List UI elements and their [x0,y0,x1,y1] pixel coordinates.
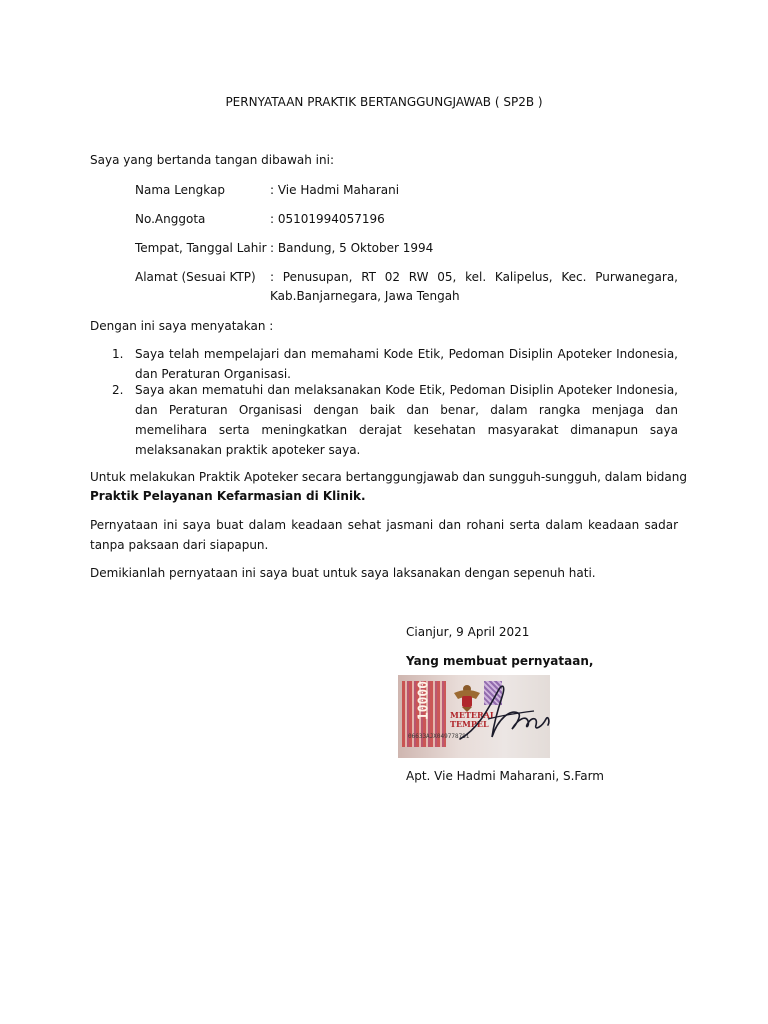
stamp-word-1: METERAI [450,710,494,720]
signer-name: Apt. Vie Hadmi Maharani, S.Farm [406,769,604,783]
closing-text: Demikianlah pernyataan ini saya buat untuk saya laksanakan dengan sepenuh hati. [90,566,596,580]
statement-number: 2. [112,383,124,397]
field-label-address: Alamat (Sesuai KTP) [135,270,256,284]
stamp-value: 10000 [416,680,432,721]
field-label-name: Nama Lengkap [135,183,225,197]
declare-intro: Dengan ini saya menyatakan : [90,319,274,333]
signature-icon [458,679,550,749]
statement-text: Saya telah mempelajari dan memahami Kode Etik, Pedoman Disiplin Apoteker Indonesia, dan Peraturan Organisasi. [135,347,678,381]
field-value-member-no: : 05101994057196 [270,212,385,226]
health-statement: Pernyataan ini saya buat dalam keadaan sehat jasmani dan rohani serta dalam keadaan sadar tanpa paksaan dari siapapun. [90,518,678,552]
practice-field: Praktik Pelayanan Kefarmasian di Klinik. [90,489,366,503]
field-label-birth: Tempat, Tanggal Lahir [135,241,267,255]
field-value-address: : Penusupan, RT 02 RW 05, kel. Kalipelus, Kec. Purwanegara, [270,270,678,284]
field-label-member-no: No.Anggota [135,212,206,226]
practice-text: Untuk melakukan Praktik Apoteker secara bertanggungjawab dan sungguh-sungguh, dalam bidang [90,470,687,484]
place-date: Cianjur, 9 April 2021 [406,625,530,639]
revenue-stamp [398,675,550,758]
document-title: PERNYATAAN PRAKTIK BERTANGGUNGJAWAB ( SP2B ) [225,95,543,109]
intro-text: Saya yang bertanda tangan dibawah ini: [90,153,334,167]
statement-number: 1. [112,347,124,361]
statement-text: Saya akan mematuhi dan melaksanakan Kode Etik, Pedoman Disiplin Apoteker Indonesia, dan Peraturan Organisasi dengan baik dan benar, dalam rangka menjaga dan memelihara serta meningkatkan derajat kesehatan masyarakat dimanapun saya melaksanakan praktik apoteker saya. [135,383,678,457]
stamp-serial: 06633AJX049778781 [408,733,470,740]
field-value-birth: : Bandung, 5 Oktober 1994 [270,241,434,255]
stamp-word-2: TEMPEL [450,719,489,729]
field-value-name: : Vie Hadmi Maharani [270,183,400,197]
field-value-address-line2: Kab.Banjarnegara, Jawa Tengah [270,289,460,303]
maker-label: Yang membuat pernyataan, [406,654,594,668]
